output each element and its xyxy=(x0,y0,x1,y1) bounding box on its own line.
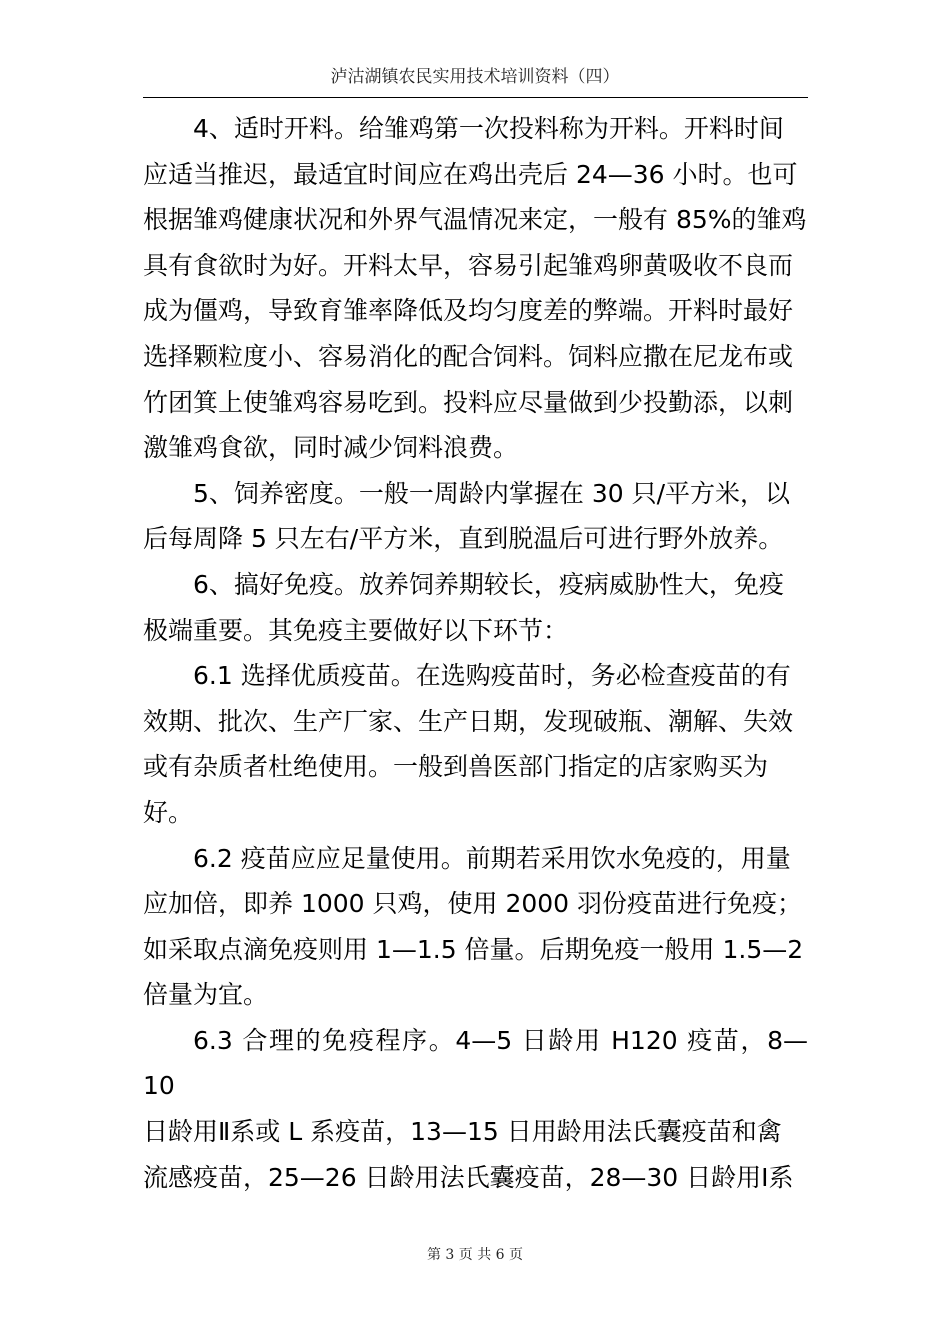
header-divider xyxy=(143,97,808,98)
paragraph-vaccine-dosage: 6.2 疫苗应应足量使用。前期若采用饮水免疫的，用量 应加倍，即养 1000 只鸡，使用 2000 羽份疫苗进行免疫； 如采取点滴免疫则用 1—1.5 倍量。后期免疫一般用 1.5—2 倍量为宜。 xyxy=(143,843,804,1010)
paragraph-immunization-schedule: 6.3 合理的免疫程序。4—5 日龄用 H120 疫苗，8—10 日龄用Ⅱ系或 L 系疫苗，13—15 日用龄用法氏囊疫苗和禽 流感疫苗，25—26 日龄用法氏囊疫苗，28—30 日龄用Ⅰ系 xyxy=(143,1025,808,1192)
paragraph-feeding-start: 4、适时开料。给雏鸡第一次投料称为开料。开料时间 应适当推迟，最适宜时间应在鸡出壳后 24—36 小时。也可 根据雏鸡健康状况和外界气温情况来定，一般有 85%的雏鸡 具有食欲时为好。开料太早，容易引起雏鸡卵黄吸收不良而 成为僵鸡，导致育雏率降低及均匀度差的弊端。开料时最好 选择颗粒度小、容易消化的配合饲料。饲料应撒在尼龙布或 竹团箕上使雏鸡容易吃到。投料应尽量做到少投勤添，以刺 激雏鸡食欲，同时减少饲料浪费。 xyxy=(143,114,807,463)
page-footer-number: 第 3 页 共 6 页 xyxy=(426,1247,524,1263)
paragraph-stocking-density: 5、饲养密度。一般一周龄内掌握在 30 只/平方米，以 后每周降 5 只左右/平方米，直到脱温后可进行野外放养。 xyxy=(143,478,791,554)
page-header-title: 泸沽湖镇农民实用技术培训资料（四） xyxy=(330,67,620,87)
document-body xyxy=(143,106,808,1200)
paragraph-immunization: 6、搞好免疫。放养饲养期较长，疫病威胁性大，免疫 极端重要。其免疫主要做好以下环节： xyxy=(143,569,784,645)
paragraph-vaccine-selection: 6.1 选择优质疫苗。在选购疫苗时，务必检查疫苗的有 效期、批次、生产厂家、生产日期，发现破瓶、潮解、失效 或有杂质者杜绝使用。一般到兽医部门指定的店家购买为 好。 xyxy=(143,661,794,827)
